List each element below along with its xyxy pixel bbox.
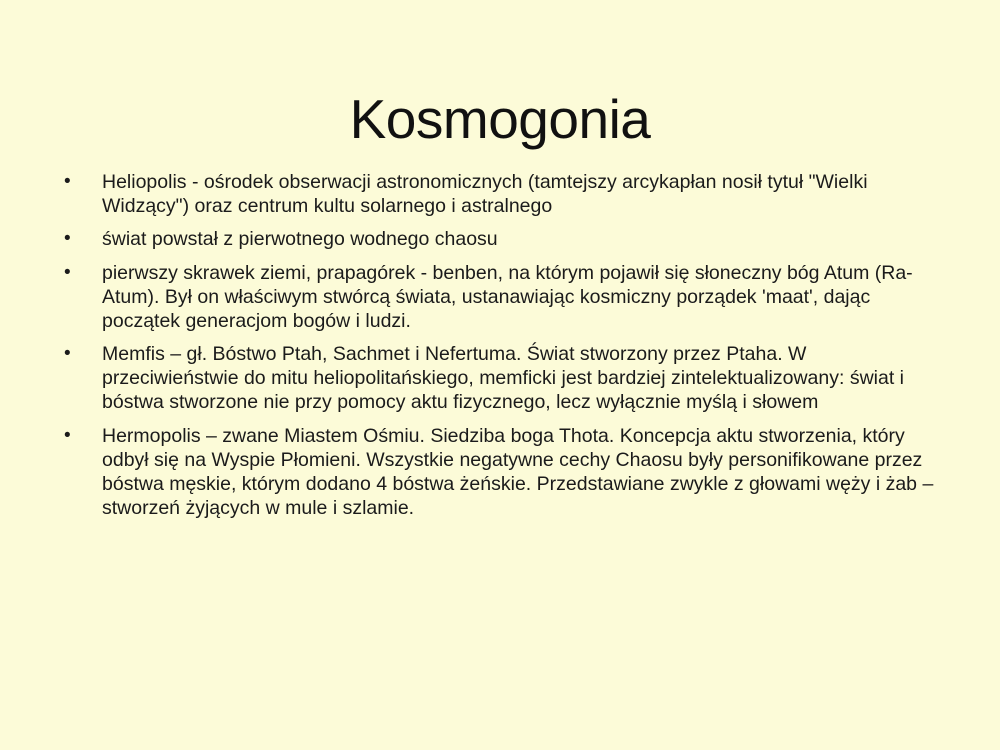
list-item-text: świat powstał z pierwotnego wodnego chaosu — [102, 228, 498, 251]
list-item-text: Memfis – gł. Bóstwo Ptah, Sachmet i Nefertuma. Świat stworzony przez Ptaha. W przeciwieństwie do mitu heliopolitańskiego, memficki jest bardziej zintelektualizowany: świat i bóstwa stworzone nie przy pomocy aktu fizycznego, lecz wyłącznie myślą i słowem — [102, 343, 905, 414]
bullet-marker-icon: • — [64, 171, 71, 192]
bullet-marker-icon: • — [64, 261, 71, 283]
list-item-text: Hermopolis – zwane Miastem Ośmiu. Siedziba boga Thota. Koncepcja aktu stworzenia, który odbył się na Wyspie Płomieni. Wszystkie negatywne cechy Chaosu były personifikowane przez bóstwa męskie, którym dodano 4 bóstwa żeńskie. Przedstawiane zwykle z głowami węży i żab – stworzeń żyjących w mule i szlamie. — [102, 424, 934, 520]
bullet-marker-icon: • — [64, 343, 71, 365]
list-item-text: Heliopolis - ośrodek obserwacji astronomicznych (tamtejszy arcykapłan nosił tytuł "Wielki Widzący") oraz centrum kultu solarnego i astralnego — [102, 171, 868, 218]
bullet-list — [55, 170, 945, 529]
list-item — [55, 261, 945, 334]
list-item — [55, 424, 945, 521]
list-item — [55, 227, 945, 251]
list-item — [55, 170, 945, 218]
page-title: Kosmogonia — [349, 87, 651, 150]
bullet-marker-icon: • — [64, 228, 71, 250]
list-item-text: pierwszy skrawek ziemi, prapagórek - benben, na którym pojawił się słoneczny bóg Atum (Ra-Atum). Był on właściwym stwórcą świata, ustanawiając kosmiczny porządek 'maat', dając początek generacjom bogów i ludzi. — [102, 261, 913, 332]
bullet-marker-icon: • — [64, 424, 71, 446]
list-item — [55, 342, 945, 415]
